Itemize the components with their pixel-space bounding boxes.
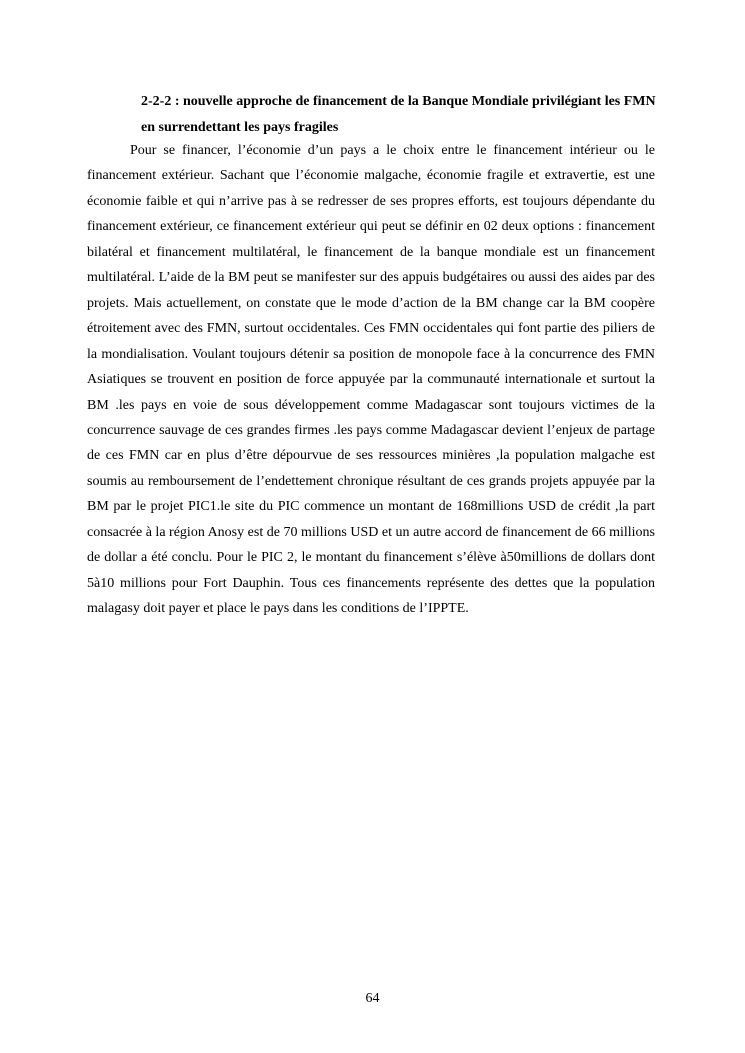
section-heading: 2-2-2 : nouvelle approche de financement de la Banque Mondiale privilégiant les FMN en surrendettant les pays fragiles	[141, 94, 656, 135]
page-number: 64	[365, 991, 380, 1006]
body-paragraph: Pour se financer, l’économie d’un pays a le choix entre le financement intérieur ou le financement extérieur. Sachant que l’économie malgache, économie fragile et extravertie, est une économie faible et qui n’arrive pas à se redresser de ses propres efforts, est toujours dépendante du financement extérieur, ce financement extérieur qui peut se définir en 02 deux options : financement bilatéral et financement multilatéral, le financement de la banque mondiale est un financement multilatéral. L’aide de la BM peut se manifester sur des appuis budgétaires ou aussi des aides par des projets. Mais actuellement, on constate que le mode d’action de la BM change car la BM coopère étroitement avec des FMN, surtout occidentales. Ces FMN occidentales qui font partie des piliers de la mondialisation. Voulant toujours détenir sa position de monopole face à la concurrence des FMN Asiatiques se trouvent en position de force appuyée par la communauté internationale et surtout la BM .les pays en voie de sous développement comme Madagascar sont toujours victimes de la concurrence sauvage de ces grandes firmes .les pays comme Madagascar devient l’enjeux de partage de ces FMN car en plus d’être dépourvue de ses ressources minières ,la population malgache est soumis au remboursement de l’endettement chronique résultant de ces grands projets appuyée par la BM par le projet PIC1.le site du PIC commence un montant de 168millions USD de crédit ,la part consacrée à la région Anosy est de 70 millions USD et un autre accord de financement de 66 millions de dollar a été conclu. Pour le PIC 2, le montant du financement s’élève à50millions de dollars dont 5à10 millions pour Fort Dauphin. Tous ces financements représente des dettes que la population malagasy doit payer et place le pays dans les conditions de l’IPPTE.	[87, 143, 655, 617]
